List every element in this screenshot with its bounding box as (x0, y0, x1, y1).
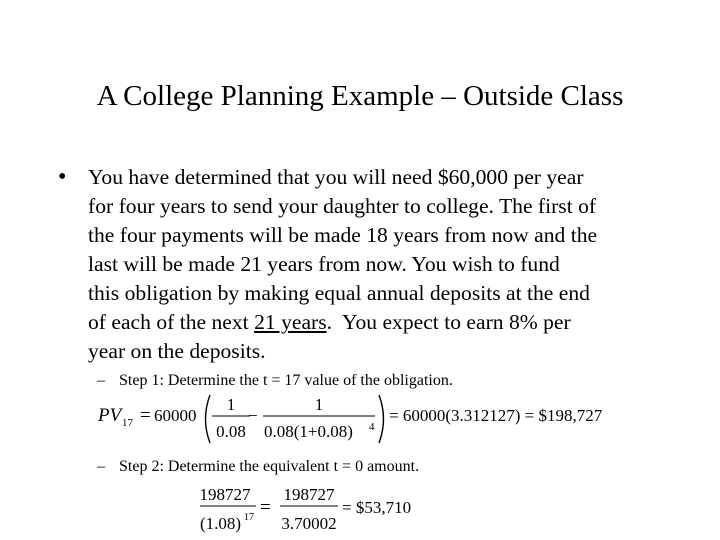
fraction-2-exponent: 4 (369, 421, 375, 433)
pv-subscript: 17 (122, 417, 133, 429)
slide-title: A College Planning Example – Outside Class (96, 80, 624, 112)
step-2 (97, 457, 419, 477)
step-2-text: Step 2: Determine the equivalent t = 0 amount. (119, 458, 420, 475)
underlined-term: 21 years (254, 310, 327, 334)
equals-sign-2: = (260, 497, 271, 518)
fraction-a-denominator: (1.08) (200, 514, 242, 533)
fraction-b-numerator: 198727 (283, 485, 335, 504)
bullet-line-2: for four years to send your daughter to college. The first of (88, 194, 597, 218)
bullet-line-6-start: of each of the next (88, 310, 255, 334)
step-dash: – (97, 372, 105, 389)
fraction-a-numerator: 198727 (199, 485, 251, 504)
bullet-line-7: year on the deposits. (88, 339, 266, 363)
bullet-line-5: this obligation by making equal annual deposits at the end (88, 281, 590, 305)
formula-1-result: = 60000(3.312127) = $198,727 (389, 406, 603, 425)
fraction-a-exponent: 17 (244, 512, 254, 523)
pv-symbol: PV (98, 405, 122, 426)
minus-sign: − (248, 406, 258, 425)
coefficient: 60000 (154, 406, 197, 425)
bullet-line-3: the four payments will be made 18 years from now and the (88, 223, 598, 247)
formula-2-result: = $53,710 (342, 498, 412, 517)
present-value-formula (196, 481, 466, 537)
right-paren (379, 395, 384, 443)
fraction-b-denominator: 3.70002 (281, 514, 337, 533)
fraction-1-numerator: 1 (226, 395, 236, 414)
step-1-text: Step 1: Determine the t = 17 value of the obligation. (119, 372, 453, 389)
fraction-2-numerator: 1 (314, 395, 324, 414)
step-1 (97, 371, 453, 391)
pv17-formula (98, 392, 638, 446)
bullet-text (88, 163, 673, 366)
bullet-line-1: You have determined that you will need $60,000 per year (88, 165, 584, 189)
equals-sign: = (140, 405, 151, 426)
bullet-marker: • (58, 164, 67, 190)
bullet-line-6 (88, 308, 673, 337)
fraction-2-denominator: 0.08(1+0.08) (264, 422, 353, 441)
left-paren (206, 395, 211, 443)
step-dash: – (97, 458, 105, 475)
fraction-1-denominator: 0.08 (216, 422, 246, 441)
bullet-line-4: last will be made 21 years from now. You wish to fund (88, 252, 560, 276)
bullet-line-6-end: . You expect to earn 8% per (326, 310, 571, 334)
